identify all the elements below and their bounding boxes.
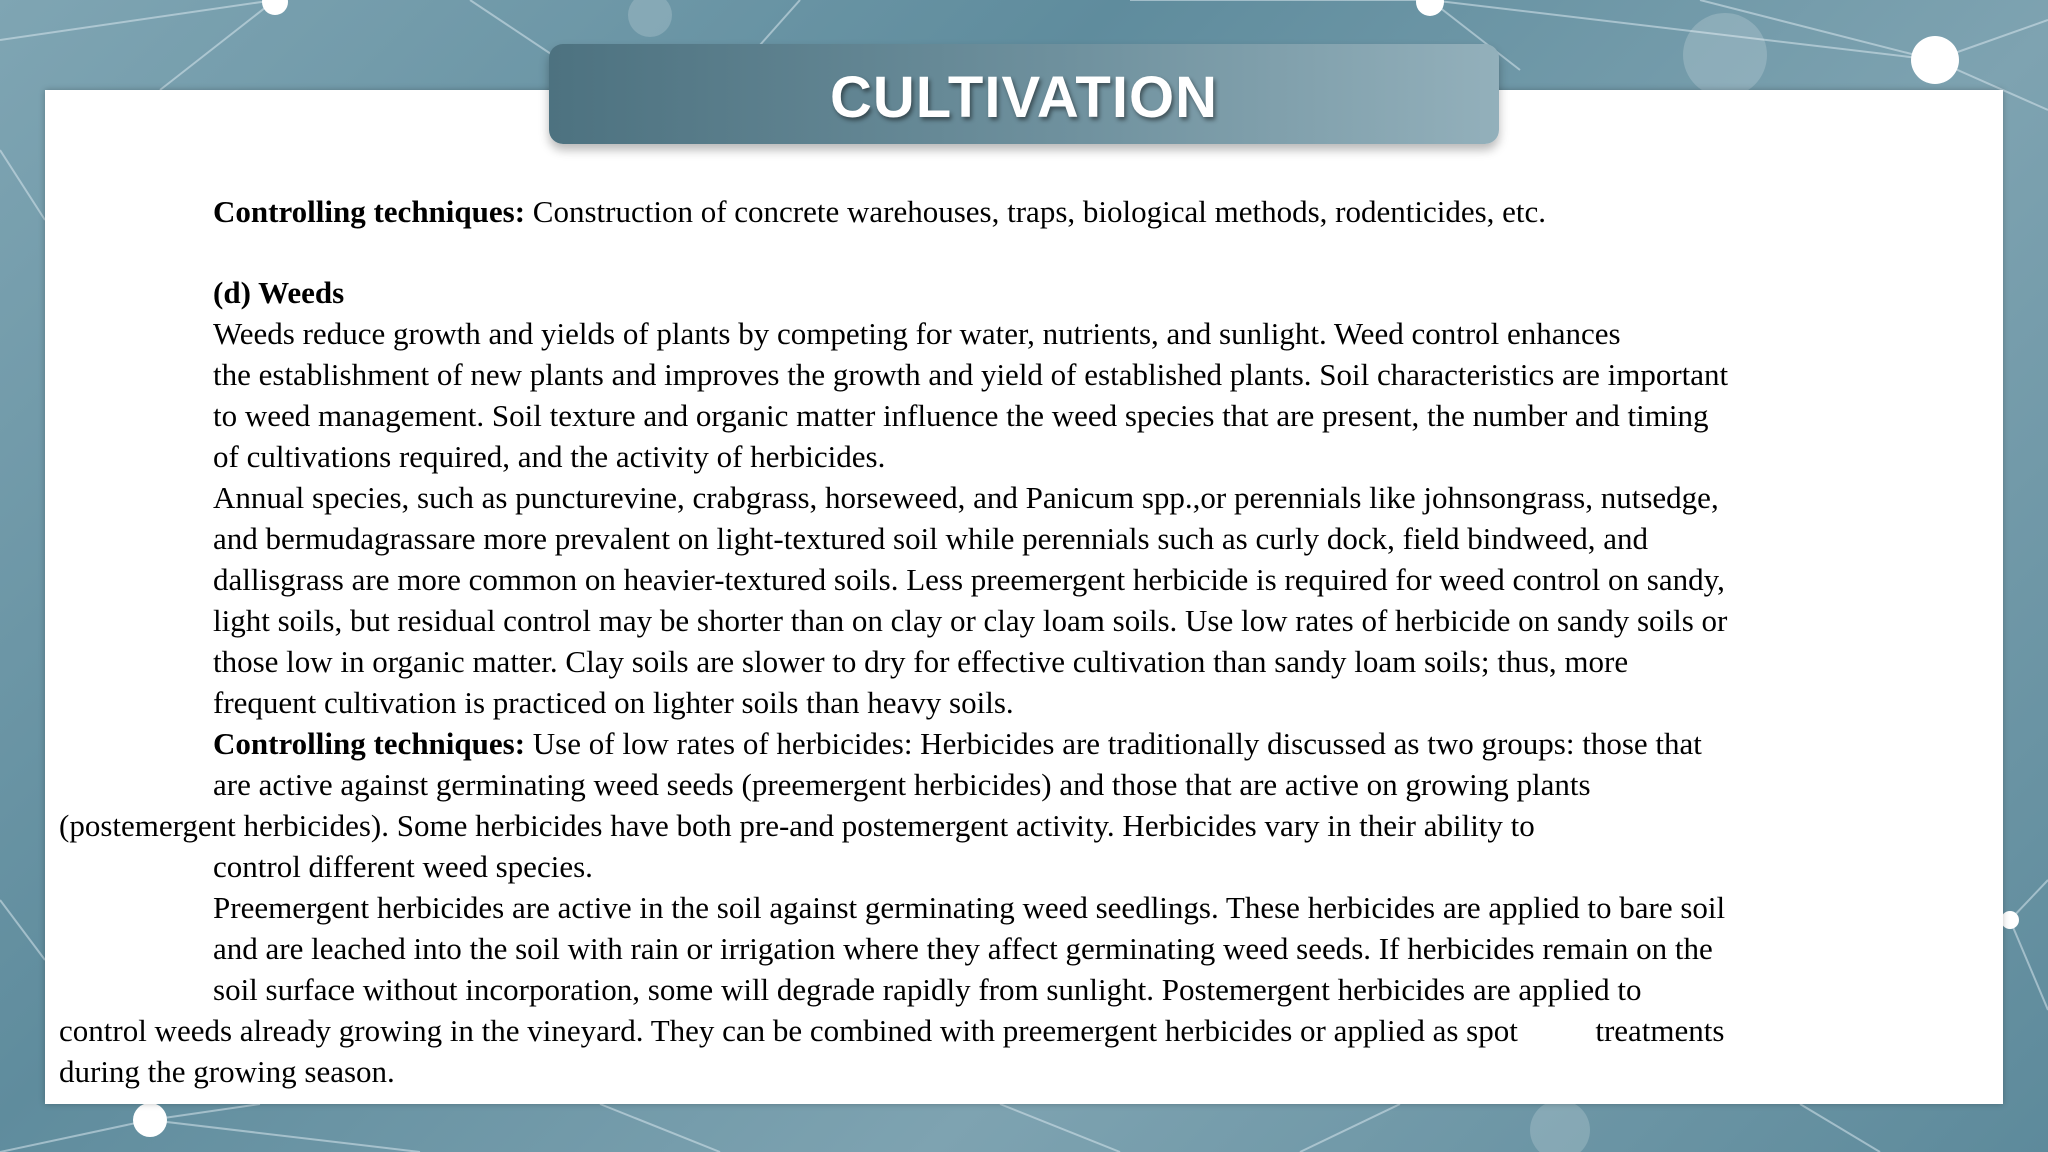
weeds-para2-line: and bermudagrassare more prevalent on light-textured soil while perennials such as curly dock, field bindweed, and xyxy=(213,521,1649,556)
herbicide-para-line: during the growing season. xyxy=(59,1054,395,1089)
slide-title: CULTIVATION xyxy=(830,64,1218,130)
rodent-controls-text: Construction of concrete warehouses, traps, biological methods, rodenticides, etc. xyxy=(525,194,1547,229)
weeds-para2-line: dallisgrass are more common on heavier-textured soils. Less preemergent herbicide is required for weed control on sandy, xyxy=(213,562,1725,597)
weeds-para1-line: the establishment of new plants and improves the growth and yield of established plants. Soil characteristics are important xyxy=(213,357,1729,392)
weed-controls-line: control different weed species. xyxy=(213,849,593,884)
weed-controls-line: (postemergent herbicides). Some herbicides have both pre-and postemergent activity. Herbicides vary in their ability to xyxy=(59,808,1535,843)
weeds-para1-line: of cultivations required, and the activity of herbicides. xyxy=(213,439,886,474)
herbicide-para-line: control weeds already growing in the vineyard. They can be combined with preemergent herbicides or applied as spot treatments xyxy=(59,1013,1725,1048)
weed-controls-label: Controlling techniques: xyxy=(213,726,526,761)
weed-controls-line xyxy=(213,725,1702,763)
weeds-para2-line: light soils, but residual control may be shorter than on clay or clay loam soils. Use low rates of herbicide on sandy soils or xyxy=(213,603,1728,638)
weeds-heading: (d) Weeds xyxy=(213,275,345,310)
rodent-controls-line xyxy=(213,193,1546,231)
weeds-para2-line: frequent cultivation is practiced on lighter soils than heavy soils. xyxy=(213,685,1014,720)
weed-controls-line: are active against germinating weed seeds (preemergent herbicides) and those that are active on growing plants xyxy=(213,767,1591,802)
weeds-para1-line: to weed management. Soil texture and organic matter influence the weed species that are present, the number and timing xyxy=(213,398,1709,433)
title-banner xyxy=(549,44,1499,144)
rodent-controls-label: Controlling techniques: xyxy=(213,194,526,229)
herbicide-para-line: and are leached into the soil with rain or irrigation where they affect germinating weed seeds. If herbicides remain on the xyxy=(213,931,1713,966)
herbicide-para-line: soil surface without incorporation, some will degrade rapidly from sunlight. Postemergent herbicides are applied to xyxy=(213,972,1642,1007)
weeds-para1-line: Weeds reduce growth and yields of plants by competing for water, nutrients, and sunlight. Weed control enhances xyxy=(213,316,1621,351)
herbicide-para-line: Preemergent herbicides are active in the soil against germinating weed seedlings. These herbicides are applied to bare soil xyxy=(213,890,1726,925)
weed-controls-text: Use of low rates of herbicides: Herbicides are traditionally discussed as two groups: those that xyxy=(525,726,1702,761)
weeds-para2-line: those low in organic matter. Clay soils are slower to dry for effective cultivation than sandy loam soils; thus, more xyxy=(213,644,1629,679)
weeds-para2-line: Annual species, such as puncturevine, crabgrass, horseweed, and Panicum spp.,or perennials like johnsongrass, nutsedge, xyxy=(213,480,1719,515)
